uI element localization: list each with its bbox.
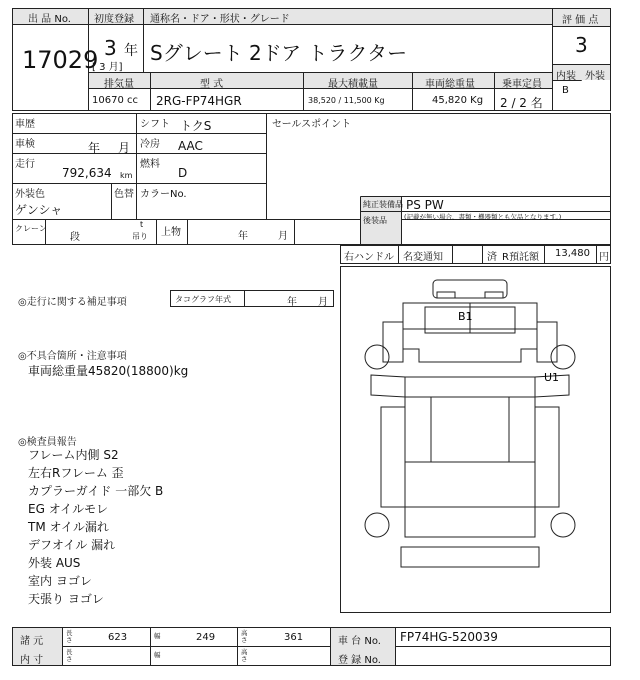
- diagram-side-left: [381, 407, 405, 507]
- model-code-value: 2RG-FP74HGR: [156, 94, 242, 108]
- inner-length-label: 長さ: [66, 648, 73, 663]
- inspector-item: 室内 ヨゴレ: [28, 574, 92, 588]
- height-value: 361: [284, 632, 304, 643]
- inspector-item: デフオイル 漏れ: [28, 538, 116, 552]
- interior-label: 内装: [556, 71, 576, 82]
- crane-lift: 吊り: [132, 232, 148, 241]
- history-label: 車歴: [15, 119, 35, 130]
- crane-stage: 段: [70, 232, 80, 243]
- color-value: ゲンシャ: [15, 203, 63, 217]
- gross-weight-label: 車両総重量: [425, 79, 475, 90]
- chassis-value: FP74HG-520039: [400, 630, 498, 644]
- rating-value: 3: [575, 33, 588, 57]
- mileage-value: 792,634: [62, 166, 112, 180]
- capacity-value: 2 / 2 名: [500, 96, 543, 110]
- capacity-label: 乗車定員: [502, 79, 542, 90]
- inner-width-label: 幅: [154, 651, 161, 659]
- lot-no-label: 出 品 No.: [28, 14, 71, 25]
- yen-unit: 円: [599, 252, 609, 263]
- recycle-prefix: 済: [487, 252, 497, 263]
- model-code-label: 型 式: [200, 79, 224, 90]
- first-reg-month: [ 3 月]: [92, 62, 123, 73]
- aftermarket-label: 後装品: [363, 216, 387, 225]
- exterior-label: 外装: [585, 71, 605, 82]
- diagram-hood-right: [485, 292, 503, 298]
- color-code-label: カラーNo.: [140, 189, 187, 200]
- diagram-cab-left: [383, 322, 403, 362]
- rating-label: 評 価 点: [562, 15, 599, 26]
- first-reg-label: 初度登録: [94, 14, 134, 25]
- interior-grade: B: [562, 85, 569, 96]
- diagram-wheel-front-right: [551, 345, 575, 369]
- diagram-cab-right: [537, 322, 557, 362]
- diagram-rear: [401, 547, 539, 567]
- inspector-title: ◎検査員報告: [18, 437, 77, 448]
- mileage-label: 走行: [15, 159, 35, 170]
- inspector-item: EG オイルモレ: [28, 502, 109, 516]
- upper-month: 月: [278, 231, 288, 242]
- diagram-mark-b1: B1: [458, 310, 473, 323]
- diagram-wheel-front-left: [365, 345, 389, 369]
- name-change-label: 名変通知: [403, 252, 443, 263]
- width-value: 249: [196, 632, 216, 643]
- displacement-label: 排気量: [104, 79, 134, 90]
- lot-no: 17029: [22, 46, 99, 74]
- model-title: Sグレート 2ドア トラクター: [150, 41, 408, 65]
- tachograph-label: タコグラフ年式: [175, 295, 231, 304]
- height-label: 高さ: [241, 629, 248, 644]
- driving-notes-title: ◎走行に関する補足事項: [18, 297, 127, 308]
- options-label: 純正装備品: [363, 200, 403, 209]
- inspector-list: [28, 446, 163, 608]
- recycle-value: 13,480: [555, 248, 590, 259]
- displacement-value: 10670 cc: [92, 95, 138, 106]
- inner-height-label: 高さ: [241, 648, 248, 663]
- crane-label: クレーン: [15, 224, 47, 233]
- fuel-label: 燃料: [140, 159, 160, 170]
- recycle-label: R預託額: [502, 252, 539, 263]
- diagram-wheel-rear-left: [365, 513, 389, 537]
- width-label: 幅: [154, 632, 161, 640]
- inner-dims-label: 内 寸: [20, 655, 44, 666]
- upper-year: 年: [238, 231, 248, 242]
- mileage-unit: km: [120, 171, 133, 180]
- diagram-side-right: [535, 407, 559, 507]
- diagram-hood: [433, 280, 507, 298]
- handle-side: 右ハンドル: [344, 252, 394, 263]
- length-value: 623: [108, 632, 128, 643]
- tachograph-year: 年: [287, 297, 297, 308]
- inspector-item: TM オイル漏れ: [28, 520, 109, 534]
- defects-title: ◎不具合箇所・注意事項: [18, 351, 127, 362]
- gross-weight-value: 45,820 Kg: [432, 95, 484, 106]
- inspector-item: フレーム内側 S2: [28, 448, 119, 462]
- shift-value: トクS: [180, 119, 212, 133]
- dims-label: 諸 元: [20, 636, 44, 647]
- crane-ton: t: [140, 220, 144, 229]
- inspector-item: 外装 AUS: [28, 556, 81, 570]
- selling-points-label: セールスポイント: [272, 119, 352, 130]
- reg-no-label: 登 録 No.: [338, 655, 381, 666]
- inspector-item: 天張り ヨゴレ: [28, 592, 104, 606]
- inspection-year: 年: [88, 141, 101, 155]
- first-reg-year-unit: 年: [124, 43, 138, 59]
- inspector-item: 左右Rフレーム 歪: [28, 466, 124, 480]
- shift-label: シフト: [140, 119, 170, 130]
- diagram-hood-left: [437, 292, 455, 298]
- aftermarket-note: (記載が無い場合、書類・機器類とも欠品となります。): [404, 213, 562, 221]
- defects-text: 車両総重量45820(18800)kg: [28, 364, 189, 378]
- tachograph-month: 月: [318, 297, 328, 308]
- diagram-wheel-rear-right: [551, 513, 575, 537]
- aircon-value: AAC: [178, 139, 203, 153]
- inspection-label: 車検: [15, 139, 35, 150]
- first-reg-year: 3: [104, 36, 117, 60]
- length-label: 長さ: [66, 629, 73, 644]
- color-change-label: 色替: [114, 189, 134, 200]
- truck-damage-diagram: [341, 267, 610, 612]
- fuel-value: D: [178, 166, 188, 180]
- upper-body-label: 上物: [161, 227, 181, 238]
- max-load-value: 38,520 / 11,500 Kg: [308, 96, 385, 105]
- inspection-month: 月: [118, 141, 131, 155]
- chassis-label: 車 台 No.: [338, 636, 381, 647]
- color-label: 外装色: [15, 189, 45, 200]
- max-load-label: 最大積載量: [328, 79, 378, 90]
- inspector-item: カプラーガイド 一部欠 B: [28, 484, 164, 498]
- model-title-label: 通称名・ドア・形状・グレード: [150, 14, 290, 25]
- diagram-chassis: [405, 377, 535, 537]
- diagram-mark-u1: U1: [544, 371, 560, 384]
- options-value: PS PW: [406, 198, 444, 212]
- aircon-label: 冷房: [140, 139, 160, 150]
